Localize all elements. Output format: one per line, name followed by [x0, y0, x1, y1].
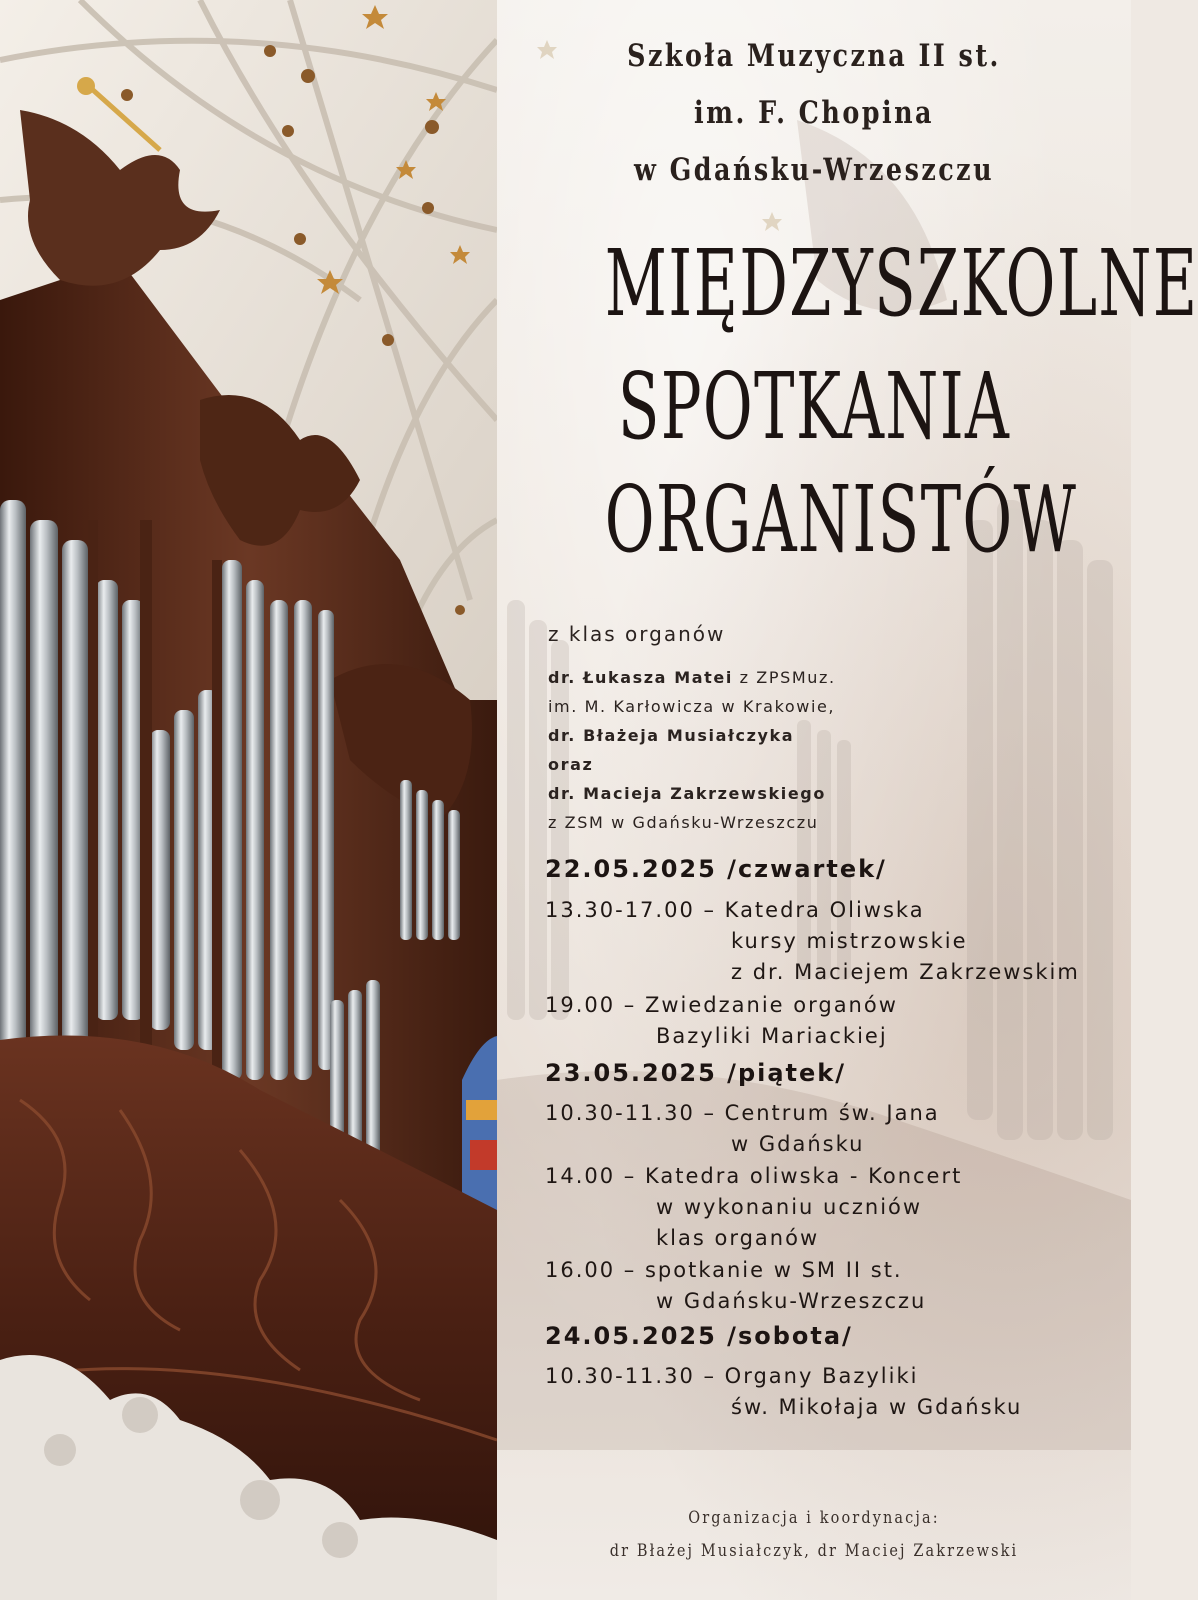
day2-event3-line2: w Gdańsku-Wrzeszczu: [656, 1289, 927, 1313]
school-name-line3: w Gdańsku-Wrzeszczu: [633, 152, 995, 188]
day1-event2-line1: 19.00 – Zwiedzanie organów: [545, 993, 898, 1017]
footer-label: Organizacja i koordynacja:: [688, 1508, 940, 1528]
day1-event1-line1: 13.30-17.00 – Katedra Oliwska: [545, 898, 925, 922]
day1-date: 22.05.2025 /czwartek/: [545, 855, 887, 883]
title-line3: ORGANISTÓW: [604, 466, 1078, 573]
day2-event2-line2: w wykonaniu uczniów: [656, 1195, 923, 1219]
day2-event1-line2: w Gdańsku: [731, 1132, 865, 1156]
day2-date: 23.05.2025 /piątek/: [545, 1059, 847, 1087]
organ-illustration: [0, 0, 497, 1600]
teacher-3-name: dr. Macieja Zakrzewskiego: [548, 784, 826, 803]
title-line2: SPOTKANIA: [617, 353, 1011, 460]
day3-event1-line1: 10.30-11.30 – Organy Bazyliki: [545, 1364, 919, 1388]
info-panel: [497, 0, 1198, 1600]
day2-event3-line1: 16.00 – spotkanie w SM II st.: [545, 1258, 903, 1282]
school-name-line2: im. F. Chopina: [694, 95, 934, 131]
teacher-1-school: z ZPSMuz.: [732, 668, 836, 687]
teacher-1-city: im. M. Karłowicza w Krakowie,: [548, 697, 836, 716]
footer-names: dr Błażej Musiałczyk, dr Maciej Zakrzewski: [609, 1541, 1019, 1561]
day1-event1-line2: kursy mistrzowskie: [731, 929, 968, 953]
day1-event2-line2: Bazyliki Mariackiej: [656, 1024, 888, 1048]
day2-event2-line3: klas organów: [656, 1226, 820, 1250]
title-line1: MIĘDZYSZKOLNE: [604, 230, 1198, 337]
teacher-1-name: dr. Łukasza Matei: [548, 668, 733, 687]
teacher-conjunction: oraz: [548, 755, 594, 774]
day3-date: 24.05.2025 /sobota/: [545, 1322, 853, 1350]
organ-photo: [0, 0, 497, 1600]
teacher-1: [548, 668, 836, 687]
school-name-line1: Szkoła Muzyczna II st.: [627, 38, 1001, 74]
teacher-2-name: dr. Błażeja Musiałczyka: [548, 726, 795, 745]
intro-text: z klas organów: [548, 622, 726, 646]
day3-event1-line2: św. Mikołaja w Gdańsku: [731, 1395, 1023, 1419]
day1-event1-line3: z dr. Maciejem Zakrzewskim: [731, 960, 1080, 984]
day2-event2-line1: 14.00 – Katedra oliwska - Koncert: [545, 1164, 963, 1188]
teacher-3-school: z ZSM w Gdańsku-Wrzeszczu: [548, 813, 819, 832]
day2-event1-line1: 10.30-11.30 – Centrum św. Jana: [545, 1101, 940, 1125]
